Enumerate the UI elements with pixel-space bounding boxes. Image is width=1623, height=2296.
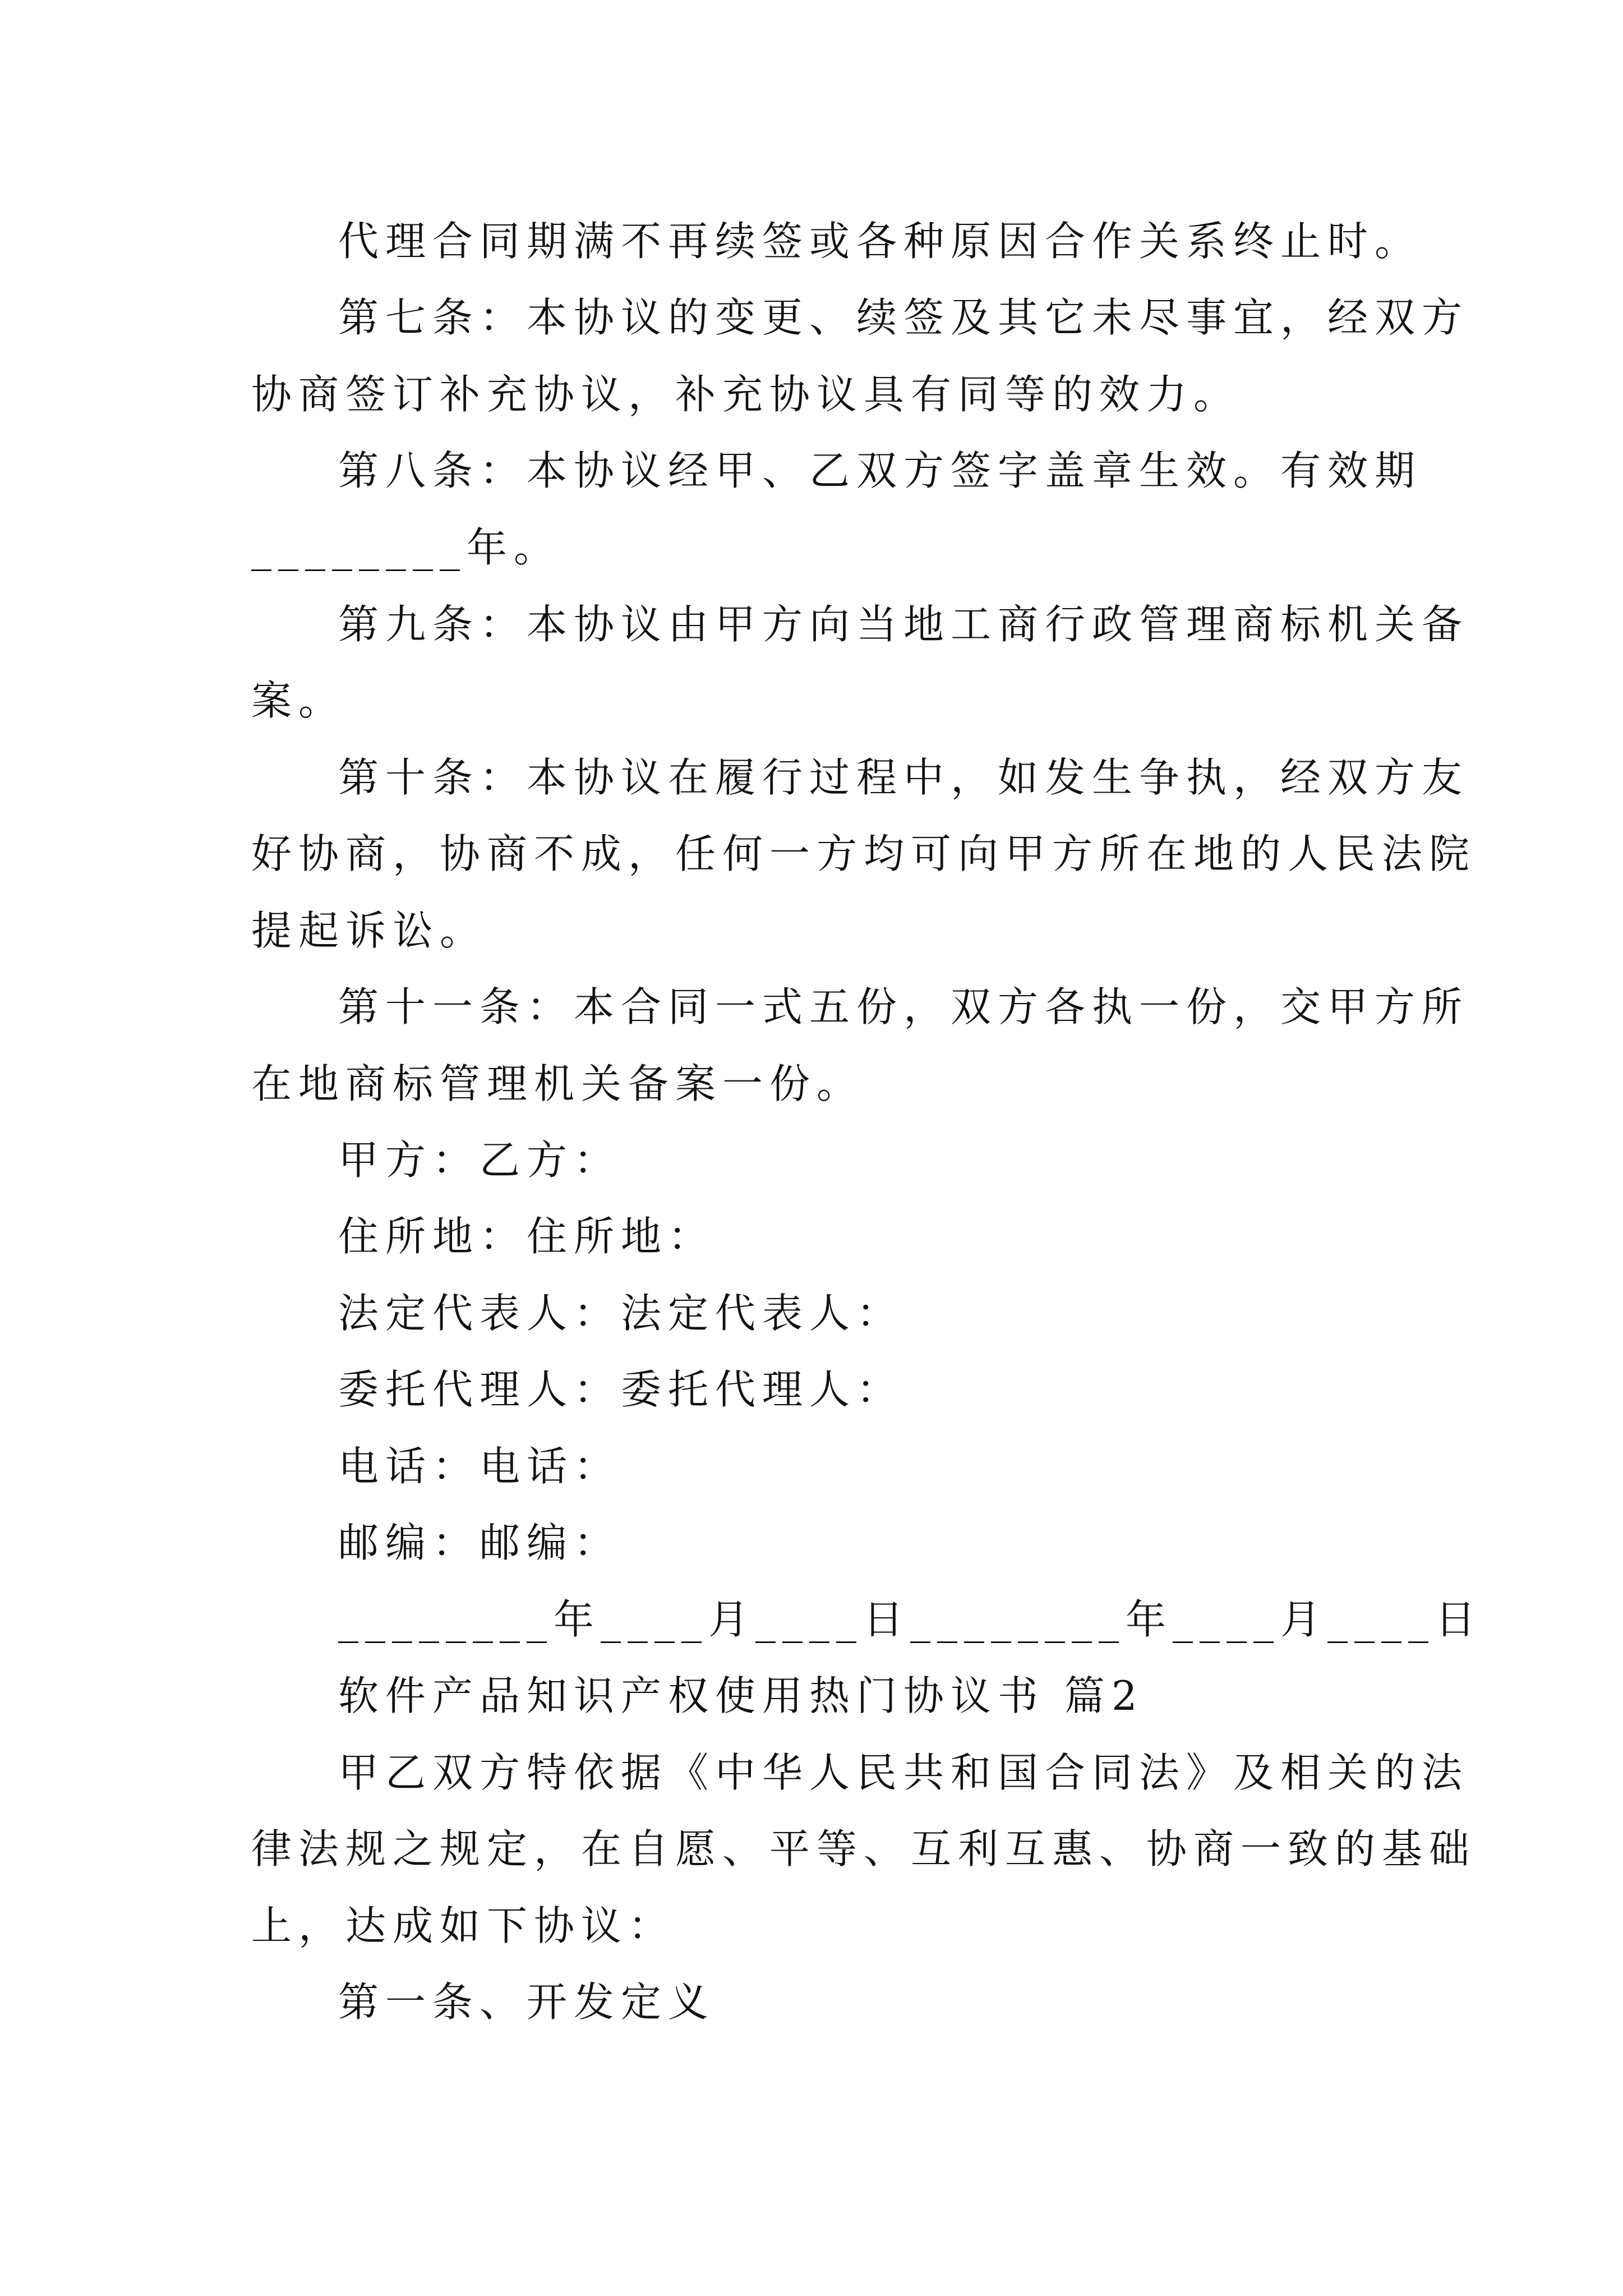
paragraph-line: 第九条：本协议由甲方向当地工商行政管理商标机关备: [338, 601, 1469, 648]
paragraph-line: 在地商标管理机关备案一份。: [251, 1060, 864, 1107]
paragraph-line: 第八条：本协议经甲、乙双方签字盖章生效。有效期: [338, 447, 1422, 494]
paragraph-line: 案。: [251, 677, 346, 724]
section-heading: 软件产品知识产权使用热门协议书 篇2: [338, 1672, 1144, 1719]
signature-phone-line: 电话：电话：: [338, 1443, 621, 1490]
signature-party-line: 甲方：乙方：: [338, 1137, 621, 1184]
paragraph-line: 第十条：本协议在履行过程中，如发生争执，经双方友: [338, 754, 1469, 801]
paragraph-line: 律法规之规定，在自愿、平等、互利互惠、协商一致的基础: [251, 1825, 1477, 1872]
signature-date-line: ________年____月____日________年____月____日: [338, 1596, 1482, 1643]
signature-address-line: 住所地：住所地：: [338, 1213, 716, 1260]
paragraph-line: 好协商，协商不成，任何一方均可向甲方所在地的人民法院: [251, 830, 1477, 877]
paragraph-line: 上，达成如下协议：: [251, 1902, 676, 1949]
paragraph-line: 第十一条：本合同一式五份，双方各执一份，交甲方所: [338, 983, 1469, 1030]
signature-postcode-line: 邮编：邮编：: [338, 1519, 621, 1566]
signature-agent-line: 委托代理人：委托代理人：: [338, 1366, 904, 1413]
paragraph-line: 协商签订补充协议，补充协议具有同等的效力。: [251, 371, 1241, 418]
paragraph-line: 第七条：本协议的变更、续签及其它未尽事宜，经双方: [338, 294, 1469, 341]
paragraph-line: 第一条、开发定义: [338, 1978, 716, 2026]
paragraph-line: 甲乙双方特依据《中华人民共和国合同法》及相关的法: [338, 1749, 1469, 1796]
paragraph-line: ________年。: [251, 524, 561, 571]
signature-representative-line: 法定代表人：法定代表人：: [338, 1290, 904, 1337]
paragraph-line: 提起诉讼。: [251, 907, 487, 954]
paragraph-line: 代理合同期满不再续签或各种原因合作关系终止时。: [338, 218, 1422, 265]
